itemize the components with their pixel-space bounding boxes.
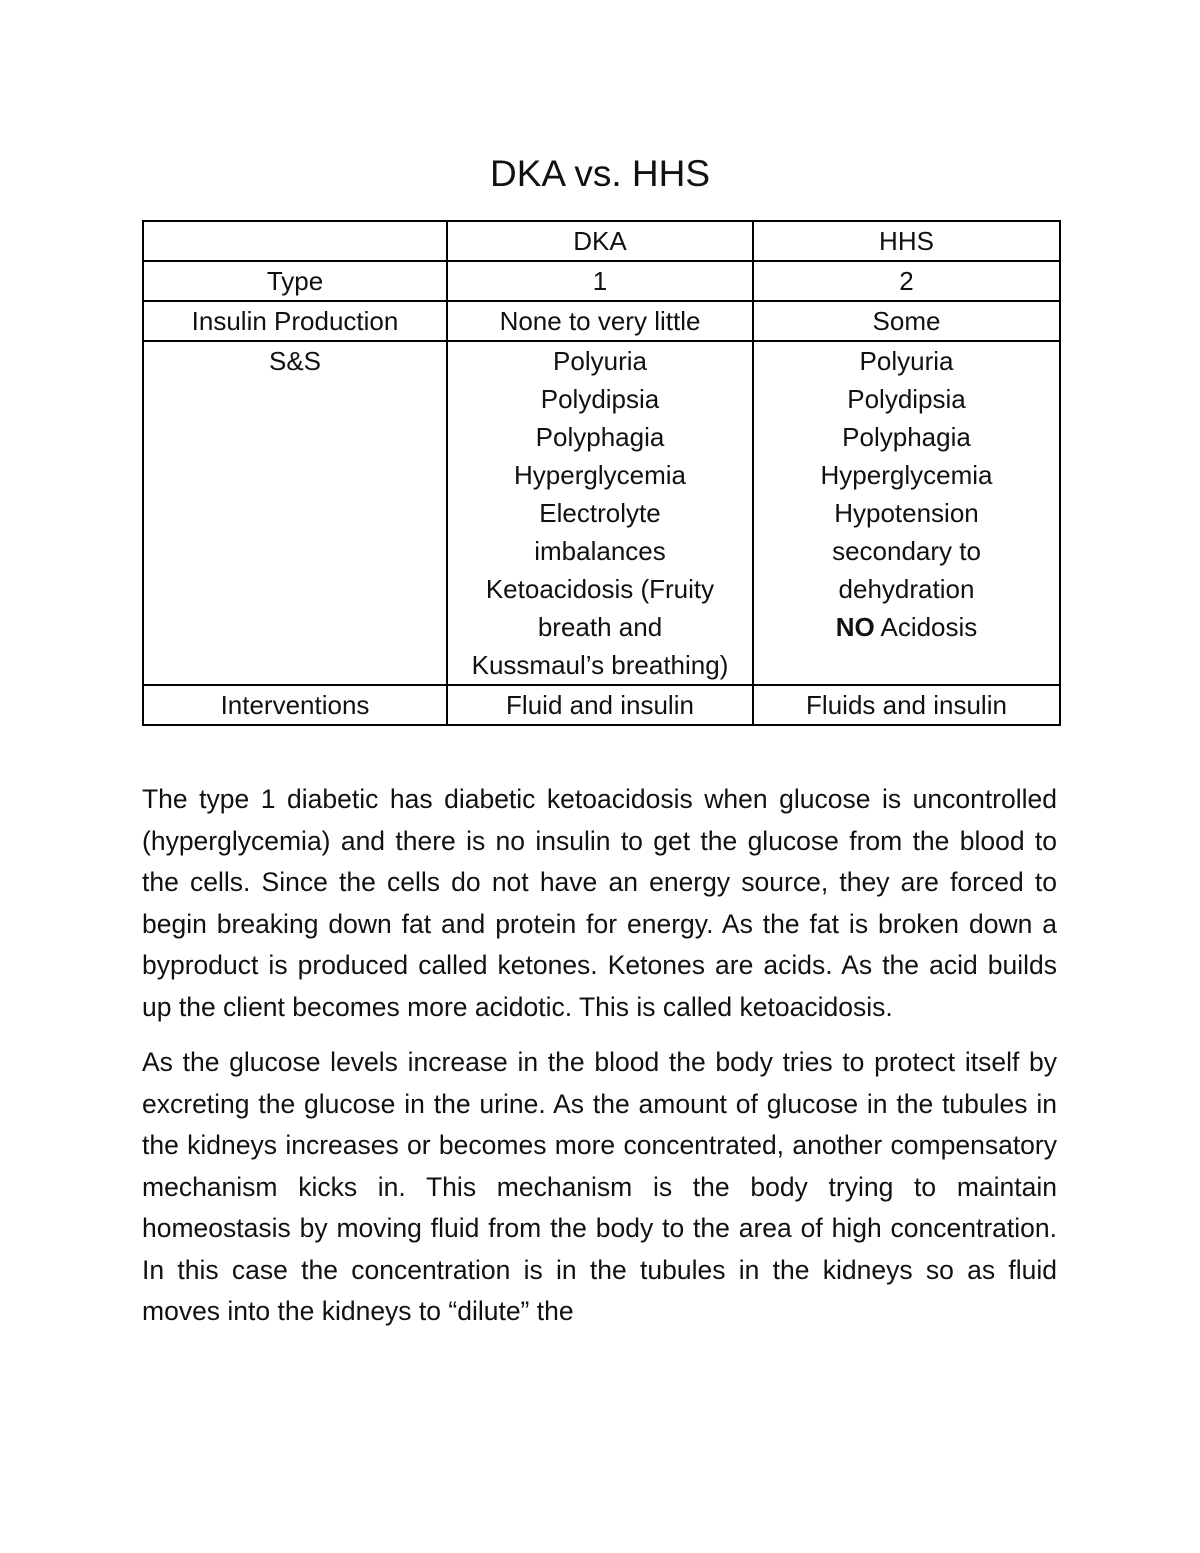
hhs-ss-item: Polyphagia <box>842 422 971 452</box>
row-label-interventions: Interventions <box>143 685 447 725</box>
row-label-ss: S&S <box>143 341 447 685</box>
dka-insulin-cell: None to very little <box>447 301 753 341</box>
dka-ss-item: Polyphagia <box>535 422 665 452</box>
comparison-table <box>142 220 1061 726</box>
hhs-interventions-cell: Fluids and insulin <box>753 685 1060 725</box>
hhs-ss-cell <box>753 341 1060 685</box>
dka-ss-item: Polyuria <box>553 346 647 376</box>
no-emphasis: NO <box>835 612 875 642</box>
hhs-ss-item: dehydration <box>838 574 975 604</box>
dka-interventions-cell: Fluid and insulin <box>447 685 753 725</box>
header-hhs-cell: HHS <box>753 221 1060 261</box>
hhs-insulin-cell: Some <box>753 301 1060 341</box>
dka-ss-item: imbalances <box>534 536 666 566</box>
paragraph: As the glucose levels increase in the blood the body tries to protect itself by excreting the glucose in the urine. As the amount of glucose in the tubules in the kidneys increases or becomes more concentrated, another compensatory mechanism kicks in. This mechanism is the body trying to maintain homeostasis by moving fluid from the body to the area of high concentration. In this case the concentration is in the tubules in the kidneys so as fluid moves into the kidneys to “dilute” the <box>142 1047 1057 1326</box>
dka-ss-item: Ketoacidosis (Fruity <box>485 574 715 604</box>
dka-ss-item: Polydipsia <box>540 384 660 414</box>
hhs-ss-item: Polyuria <box>859 346 954 376</box>
row-label-insulin: Insulin Production <box>143 301 447 341</box>
row-label-type: Type <box>143 261 447 301</box>
dka-ss-item: Hyperglycemia <box>514 460 686 490</box>
hhs-ss-item: Hypotension <box>834 498 979 528</box>
hhs-ss-item: Hyperglycemia <box>820 460 993 490</box>
hhs-ss-item: secondary to <box>832 536 981 566</box>
dka-ss-item: breath and <box>537 612 663 642</box>
hhs-no-acidosis <box>758 608 1055 646</box>
table-row-ss <box>143 341 1060 685</box>
hhs-ss-item: Polydipsia <box>847 384 966 414</box>
page-title: DKA vs. HHS <box>490 153 710 194</box>
header-dka-cell: DKA <box>447 221 753 261</box>
body-text <box>142 779 1057 1347</box>
dka-ss-cell <box>447 341 753 685</box>
table-header-row <box>143 221 1060 261</box>
acidosis-text: Acidosis <box>874 612 978 642</box>
table-row-interventions <box>143 685 1060 725</box>
table-row-type <box>143 261 1060 301</box>
paragraph: The type 1 diabetic has diabetic ketoacidosis when glucose is uncontrolled (hyperglycemia) and there is no insulin to get the glucose from the blood to the cells. Since the cells do not have an energy source, they are forced to begin breaking down fat and protein for energy. As the fat is broken down a byproduct is produced called ketones. Ketones are acids. As the acid builds up the client becomes more acidotic. This is called ketoacidosis. <box>142 784 1057 1022</box>
hhs-type-cell: 2 <box>753 261 1060 301</box>
dka-ss-item: Electrolyte <box>539 498 661 528</box>
table-row-insulin <box>143 301 1060 341</box>
dka-type-cell: 1 <box>447 261 753 301</box>
dka-ss-item: Kussmaul’s breathing) <box>471 650 729 680</box>
header-blank-cell <box>143 221 447 261</box>
